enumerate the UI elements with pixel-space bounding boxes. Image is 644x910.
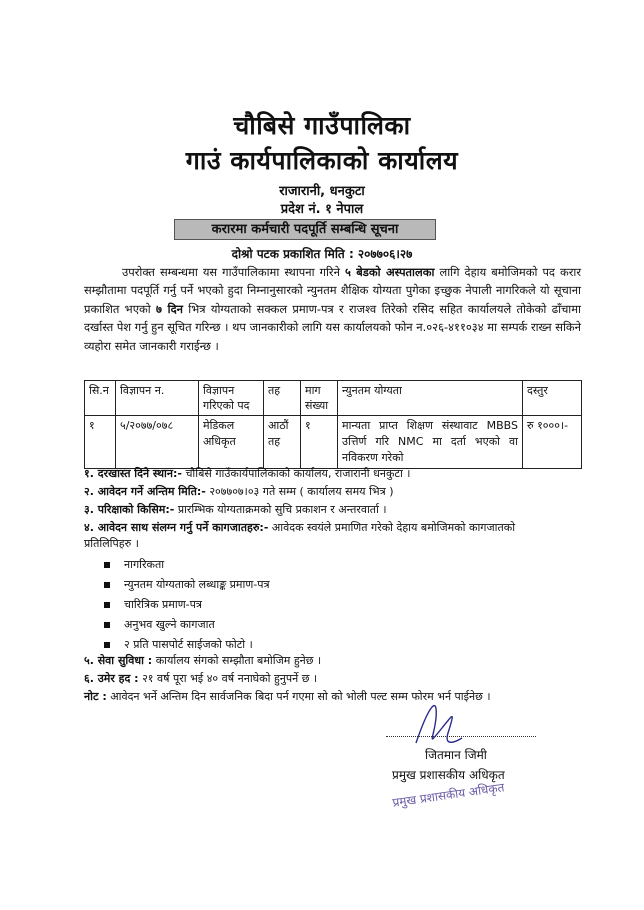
bullet-icon (104, 642, 110, 648)
body-text-1: उपरोक्त सम्बन्धमा यस गाउँपालिकामा स्थापना गरिने (122, 265, 340, 279)
item-3 (84, 502, 387, 518)
cell-count: १ (301, 416, 338, 469)
signature-line (386, 736, 536, 737)
col-sn: सि.न (85, 381, 116, 416)
body-bold-2: ७ दिन (156, 301, 183, 316)
body-text-3: भित्र योग्यताको सक्कल प्रमाण-पत्र र राजश्व तिरेको रसिद सहित कार्यालयले तोकेको ढाँचामा दर्खास्त पेश गर्नु हुन सूचित गरिन्छ । थप जानकारीको लागि यस कार्यालयको फोन न.०२६-४११०३४ मा सम्पर्क राख्न सकिने व्यहोरा समेत जानकारी गराईन्छ । (84, 301, 582, 353)
document-item: २ प्रति पासपोर्ट साईजको फोटो । (104, 637, 253, 652)
body-paragraph (84, 263, 581, 355)
item-3-label: ३. परिक्षाको किसिम:- (84, 503, 175, 516)
item-1 (84, 466, 410, 482)
address-line2: प्रदेश नं. १ नेपाल (280, 202, 364, 217)
body-text-2: लागि देहाय बमोजिमको पद करार सम्झौतामा पदपूर्ति गर्नु पर्ने भएको हुदा निम्नानुसारको न्युनतम शैक्षिक योग्यता पुगेका इच्छुक नेपाली नागरिकले यो सूचाना प्रकाशित भएको (84, 265, 582, 316)
item-3-text: प्रारम्भिक योग्यताक्रमको सुचि प्रकाशन र अन्तरवार्ता । (177, 503, 387, 516)
item-4-text: आवेदक स्वयंले प्रमाणित गरेको देहाय बमोजिमको कागजातको प्रतिलिपिहरु । (84, 521, 516, 550)
col-adno: विज्ञापन न. (116, 381, 199, 416)
notice-title: करारमा कर्मचारी पदपूर्ति सम्बन्धि सूचना (174, 219, 436, 240)
note-label: नोट : (84, 690, 107, 703)
col-qualification: न्युनतम योग्यता (338, 381, 523, 416)
official-stamp: प्रमुख प्रशासकीय अधिकृत (391, 780, 506, 810)
item-2 (84, 484, 394, 500)
item-6 (84, 671, 317, 687)
cell-level: आठौं तह (264, 416, 301, 469)
cell-qualification: मान्यता प्राप्त शिक्षण संस्थावाट MBBS उत्तिर्ण गरि NMC मा दर्ता भएको वा नविकरण गरेको (338, 416, 523, 469)
document-item: अनुभव खुल्ने कागजात (104, 617, 215, 632)
body-bold-1: ५ बेडको अस्पतालका (344, 265, 435, 279)
item-6-text: २१ वर्ष पूरा भई ४० वर्ष ननाघेको हुनुपर्ने छ । (142, 672, 318, 685)
item-5-label: ५. सेवा सुविधा : (84, 654, 153, 667)
item-4-label: ४. आवेदन साथ संलग्न गर्नु पर्ने कागजातहरु:- (84, 521, 269, 534)
org-name: चौबिसे गाउँपालिका (233, 111, 411, 140)
vacancy-table (84, 380, 582, 469)
document-item: चारित्रिक प्रमाण-पत्र (104, 597, 202, 612)
item-5 (84, 653, 321, 669)
cell-fee: रु १०००।- (523, 416, 582, 469)
item-6-label: ६. उमेर हद : (84, 672, 139, 685)
cell-sn: १ (85, 416, 116, 469)
item-1-text: चौबिसे गाउँकार्यपालिकाको कार्यालय, राजारानी धनकुटा । (185, 467, 411, 480)
document-item: नागरिकता (104, 557, 164, 572)
col-count: माग संख्या (301, 381, 338, 416)
bullet-icon (104, 602, 110, 608)
table-header-row (85, 381, 582, 416)
col-post: विज्ञापन गरिएको पद (199, 381, 264, 416)
bullet-icon (104, 582, 110, 588)
cell-post: मेडिकल अधिकृत (199, 416, 264, 469)
signer-name: जितमान जिमी (425, 748, 487, 762)
bullet-icon (104, 562, 110, 568)
signer-title: प्रमुख प्रशासकीय अधिकृत (392, 768, 505, 782)
item-4 (84, 520, 564, 552)
note-text: आवेदन भर्ने अन्तिम दिन सार्वजनिक बिदा पर्न गएमा सो को भोली पल्ट सम्म फोरम भर्न पाईनेछ । (110, 690, 491, 703)
office-name: गाउं कार्यपालिकाको कार्यालय (185, 146, 459, 175)
item-2-text: २०७७०७।०३ गते सम्म ( कार्यालय समय भित्र ) (209, 485, 394, 498)
item-5-text: कार्यालय संगको सम्झौता बमोजिम हुनेछ । (155, 654, 322, 667)
address-line1: राजारानी, धनकुटा (279, 184, 365, 199)
col-level: तह (264, 381, 301, 416)
col-fee: दस्तुर (523, 381, 582, 416)
item-2-label: २. आवेदन गर्ने अन्तिम मिति:- (84, 485, 206, 498)
item-1-label: १. दरखास्त दिने स्थान:- (84, 467, 182, 480)
bullet-icon (104, 622, 110, 628)
published-date: दोश्रो पटक प्रकाशित मिति : २०७७०६।२७ (231, 247, 413, 261)
table-row (85, 416, 582, 469)
cell-adno: ५/२०७७/०७८ (116, 416, 199, 469)
document-item: न्युनतम योग्यताको लब्धाङ्क प्रमाण-पत्र (104, 577, 270, 592)
